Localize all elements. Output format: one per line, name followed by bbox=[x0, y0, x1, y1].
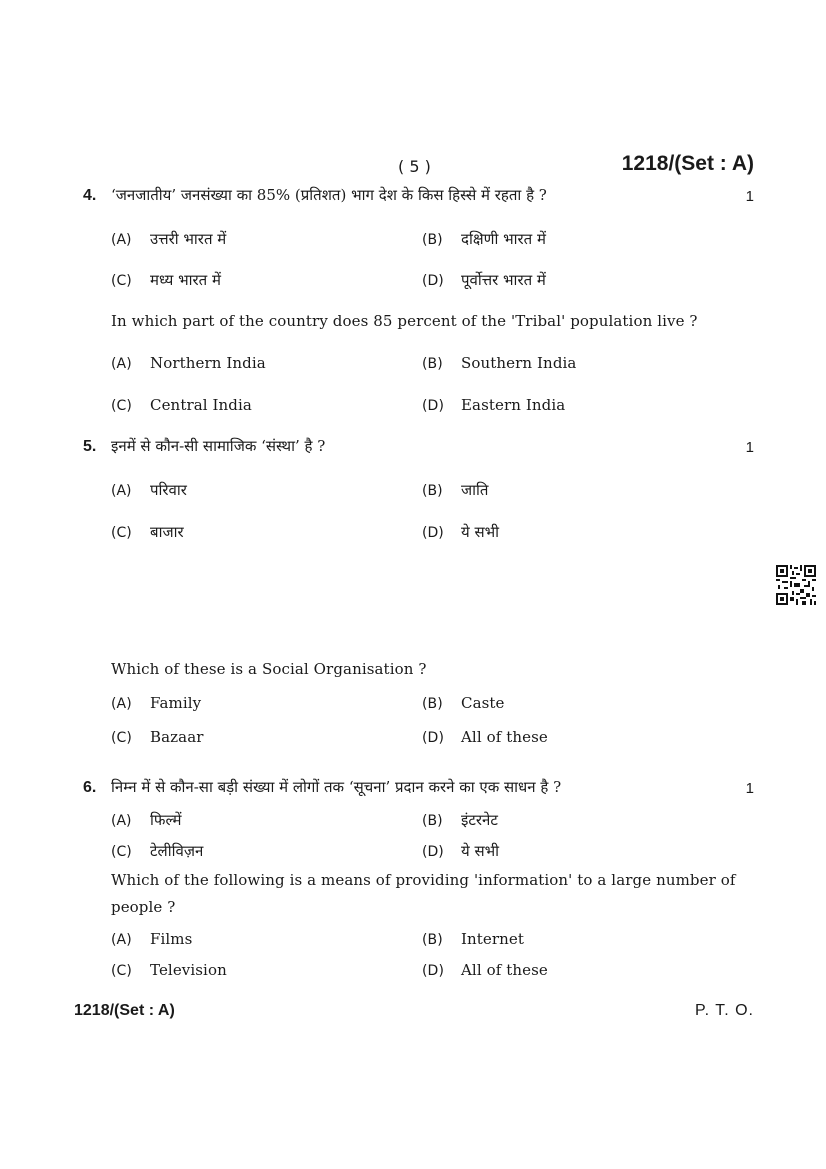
q4-hindi-option-b bbox=[422, 229, 546, 249]
option-text: Television bbox=[150, 961, 227, 979]
qr-code-icon bbox=[776, 565, 816, 605]
option-label: (A) bbox=[111, 356, 132, 372]
option-text: Bazaar bbox=[150, 728, 204, 746]
question-5-number: 5. bbox=[83, 438, 97, 455]
question-6-hindi: निम्न में से कौन-सा बड़ी संख्या में लोगों तक ‘सूचना’ प्रदान करने का एक साधन है ? bbox=[111, 778, 562, 796]
q6-english-option-b bbox=[422, 930, 524, 948]
option-label: (D) bbox=[422, 525, 444, 541]
option-label: (D) bbox=[422, 273, 444, 289]
option-text: ये सभी bbox=[461, 523, 500, 541]
q5-hindi-option-a bbox=[111, 480, 187, 500]
paper-code-footer: 1218/(Set : A) bbox=[74, 1002, 175, 1019]
q5-english-option-b bbox=[422, 694, 505, 712]
q4-english-option-a bbox=[111, 354, 266, 372]
option-label: (B) bbox=[422, 232, 443, 248]
option-text: Southern India bbox=[461, 354, 577, 372]
q4-english-option-c bbox=[111, 396, 252, 414]
option-text: मध्य भारत में bbox=[150, 271, 221, 289]
option-text: Eastern India bbox=[461, 396, 566, 414]
q6-english-option-c bbox=[111, 961, 227, 979]
q4-english-option-b bbox=[422, 354, 576, 372]
page-number: ( 5 ) bbox=[398, 157, 431, 176]
q6-hindi-option-b bbox=[422, 810, 498, 830]
question-6-english: Which of the following is a means of providing 'information' to a large number of people ? bbox=[111, 871, 736, 916]
option-text: Internet bbox=[461, 930, 525, 948]
q5-hindi-option-b bbox=[422, 480, 488, 500]
option-label: (B) bbox=[422, 813, 443, 829]
q4-hindi-option-c bbox=[111, 270, 221, 290]
option-text: ये सभी bbox=[461, 842, 500, 860]
option-text: टेलीविज़न bbox=[150, 842, 204, 860]
question-6-marks: 1 bbox=[745, 780, 754, 797]
option-label: (A) bbox=[111, 232, 132, 248]
option-label: (D) bbox=[422, 963, 445, 979]
option-label: (A) bbox=[111, 696, 132, 712]
please-turn-over: P. T. O. bbox=[695, 1002, 754, 1019]
option-text: Films bbox=[150, 930, 193, 948]
q5-english-option-c bbox=[111, 728, 204, 746]
option-text: दक्षिणी भारत में bbox=[461, 230, 546, 248]
option-text: पूर्वोत्तर भारत में bbox=[461, 271, 546, 289]
option-text: Family bbox=[150, 694, 202, 712]
q4-hindi-option-a bbox=[111, 229, 226, 249]
q5-english-option-d bbox=[422, 728, 548, 746]
q6-english-option-a bbox=[111, 930, 192, 948]
option-text: Central India bbox=[150, 396, 252, 414]
question-4-marks: 1 bbox=[745, 188, 754, 205]
option-label: (C) bbox=[111, 844, 132, 860]
q6-hindi-option-d bbox=[422, 841, 499, 861]
option-label: (C) bbox=[111, 730, 132, 746]
q4-hindi-option-d bbox=[422, 270, 546, 290]
q6-hindi-option-a bbox=[111, 810, 181, 830]
option-label: (D) bbox=[422, 844, 444, 860]
option-label: (A) bbox=[111, 932, 132, 948]
option-label: (B) bbox=[422, 483, 443, 499]
option-label: (D) bbox=[422, 730, 445, 746]
question-4-number: 4. bbox=[83, 187, 97, 204]
q6-english-option-d bbox=[422, 961, 548, 979]
q5-hindi-option-c bbox=[111, 522, 184, 542]
question-4-hindi: ‘जनजातीय’ जनसंख्या का 85% (प्रतिशत) भाग देश के किस हिस्से में रहता है ? bbox=[111, 186, 547, 204]
q5-english-option-a bbox=[111, 694, 201, 712]
option-label: (B) bbox=[422, 356, 443, 372]
option-label: (D) bbox=[422, 398, 445, 414]
q4-english-option-d bbox=[422, 396, 565, 414]
option-text: परिवार bbox=[150, 481, 187, 499]
q5-hindi-option-d bbox=[422, 522, 499, 542]
option-text: फिल्में bbox=[150, 811, 182, 829]
question-6-number: 6. bbox=[83, 779, 97, 796]
option-text: बाजार bbox=[150, 523, 184, 541]
option-text: Northern India bbox=[150, 354, 266, 372]
option-text: उत्तरी भारत में bbox=[150, 230, 227, 248]
option-label: (C) bbox=[111, 963, 132, 979]
option-text: इंटरनेट bbox=[461, 811, 498, 829]
question-5-hindi: इनमें से कौन-सी सामाजिक ‘संस्था’ है ? bbox=[111, 437, 326, 455]
option-text: जाति bbox=[461, 481, 489, 499]
option-label: (B) bbox=[422, 932, 443, 948]
option-text: Caste bbox=[461, 694, 505, 712]
q6-hindi-option-c bbox=[111, 841, 203, 861]
question-5-english: Which of these is a Social Organisation ? bbox=[111, 660, 427, 678]
option-label: (C) bbox=[111, 273, 132, 289]
paper-code-header: 1218/(Set : A) bbox=[621, 152, 754, 175]
option-text: All of these bbox=[461, 728, 548, 746]
option-text: All of these bbox=[461, 961, 548, 979]
question-4-english: In which part of the country does 85 percent of the 'Tribal' population live ? bbox=[111, 312, 698, 330]
option-label: (A) bbox=[111, 483, 132, 499]
option-label: (A) bbox=[111, 813, 132, 829]
option-label: (B) bbox=[422, 696, 443, 712]
option-label: (C) bbox=[111, 398, 132, 414]
question-5-marks: 1 bbox=[745, 439, 754, 456]
option-label: (C) bbox=[111, 525, 132, 541]
